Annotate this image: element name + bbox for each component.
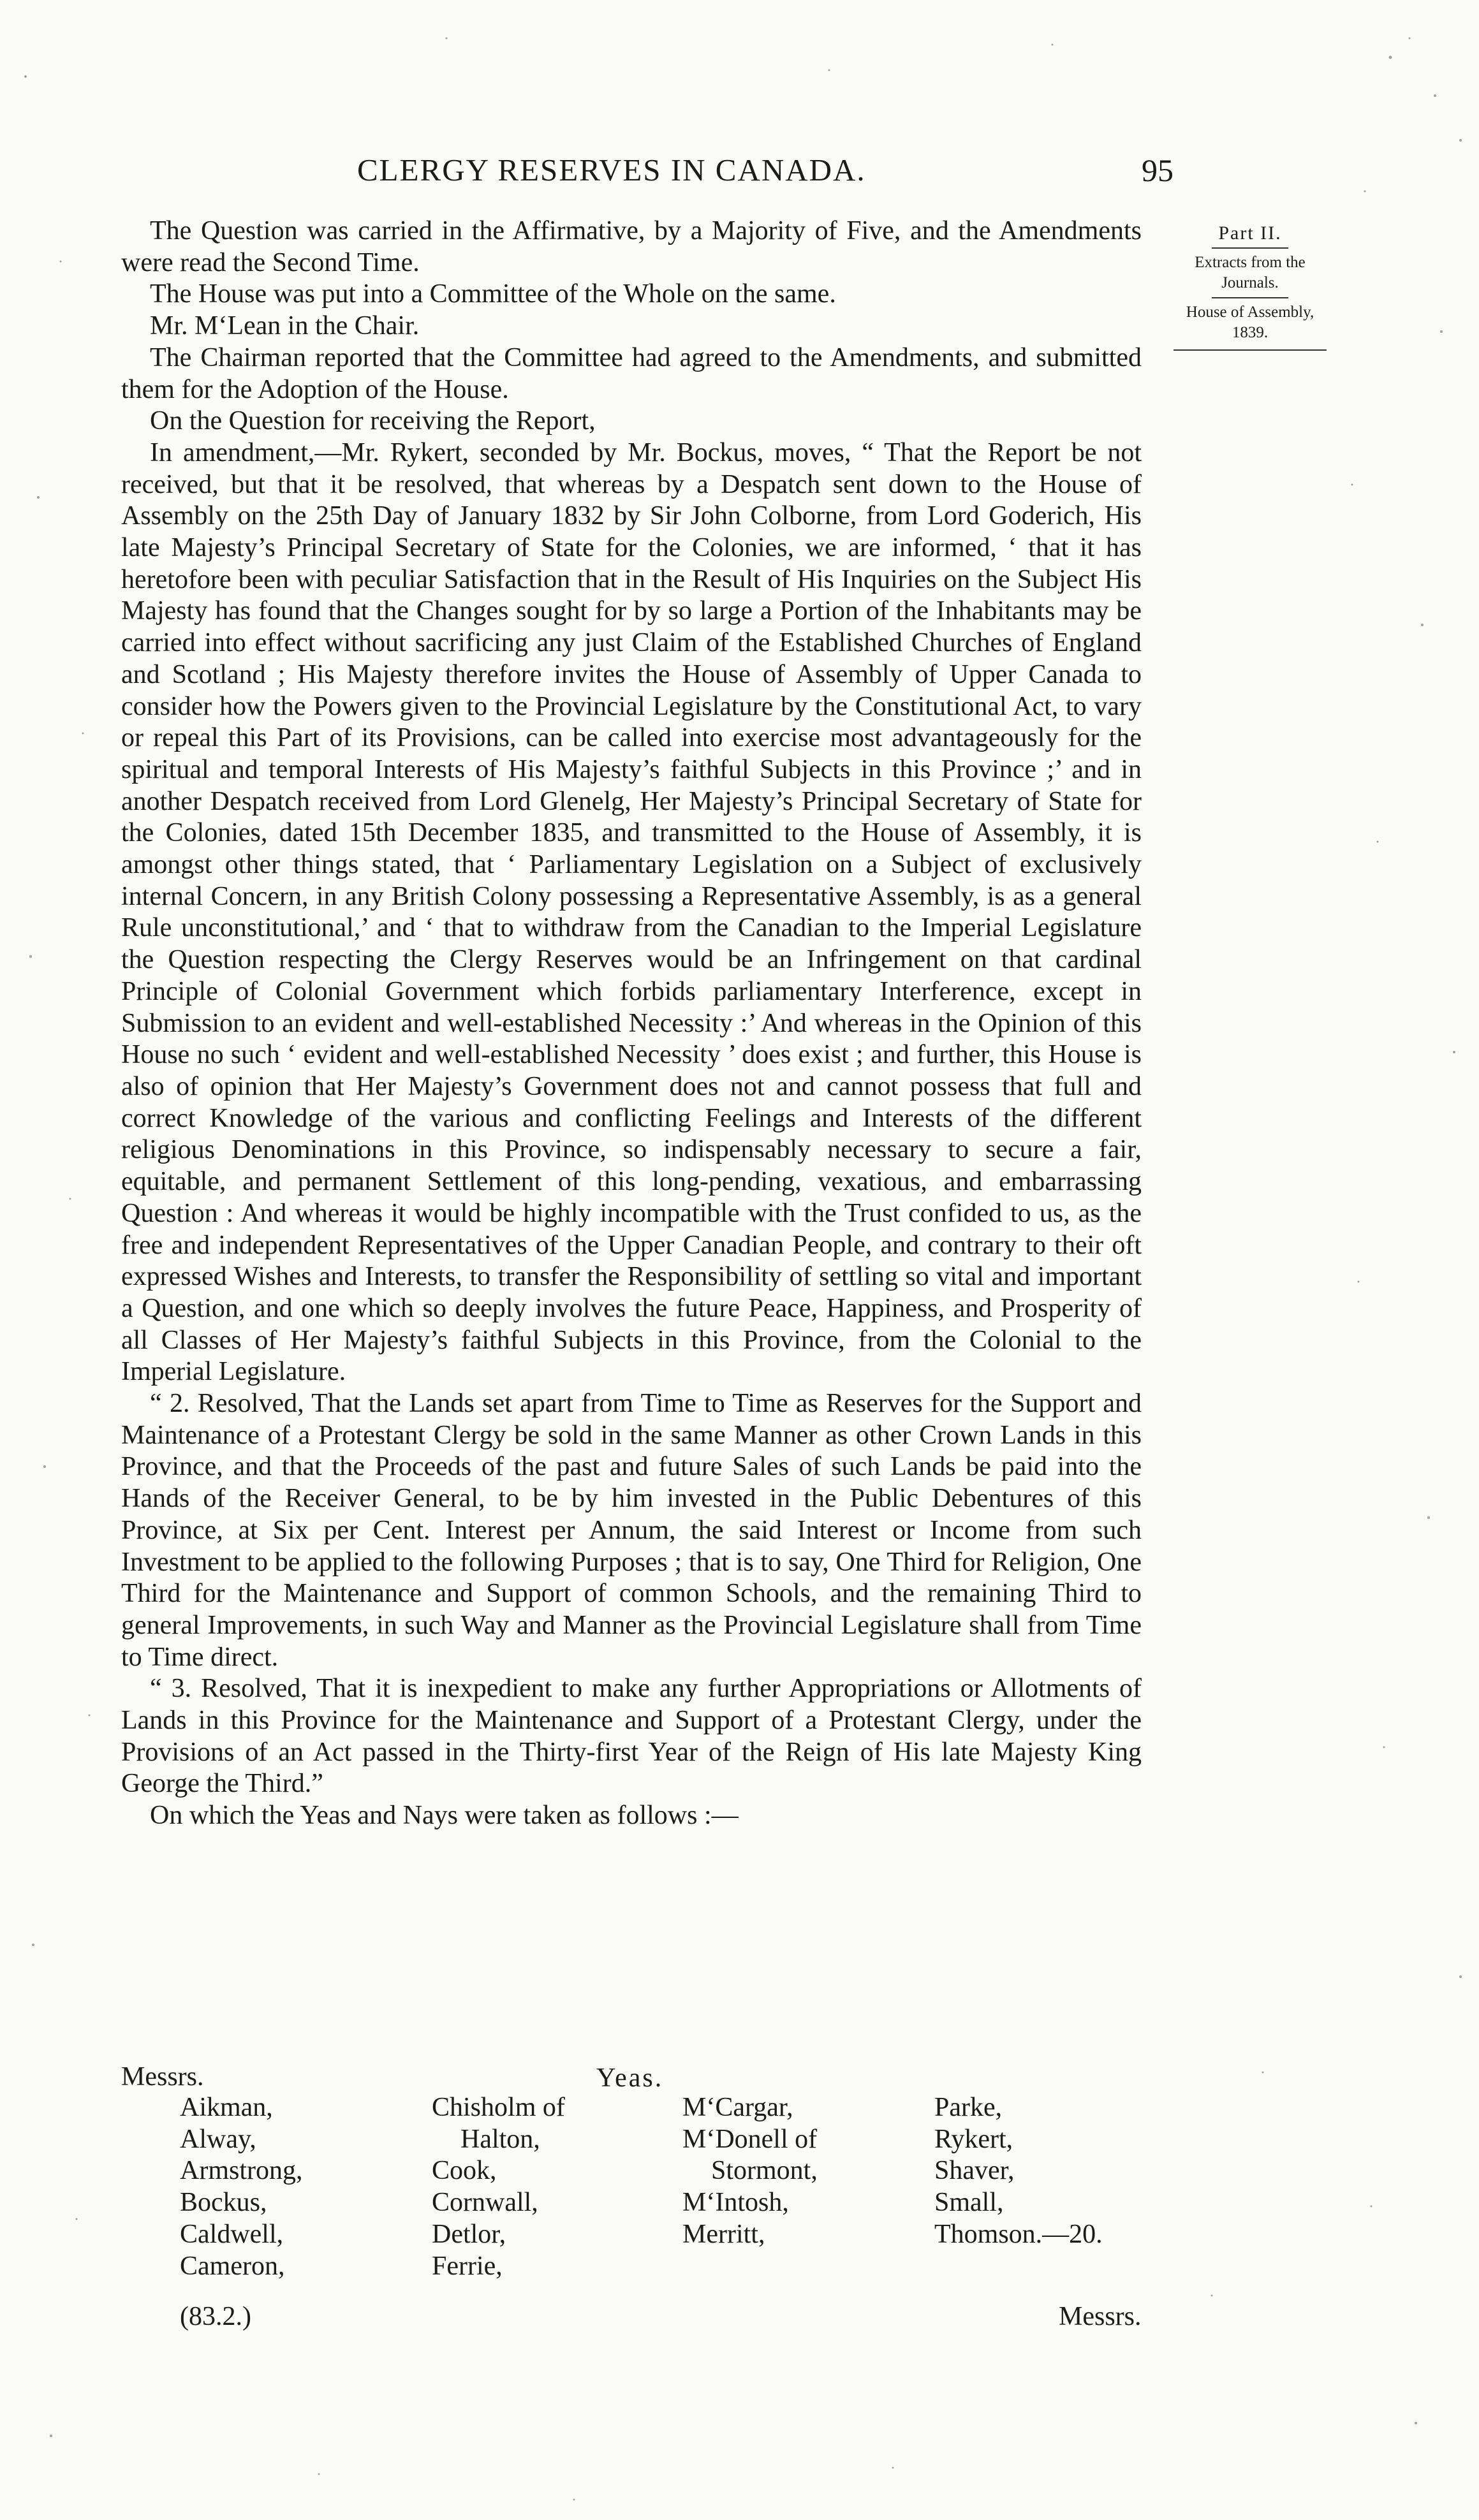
- signature-mark: (83.2.): [180, 2302, 251, 2331]
- member-name: M‘Cargar,: [682, 2093, 793, 2122]
- member-name: Caldwell,: [180, 2219, 284, 2249]
- member-name: Aikman,: [180, 2093, 273, 2122]
- margin-part: Part II.: [1218, 223, 1282, 244]
- margin-year: 1839.: [1232, 324, 1269, 341]
- member-name: M‘Donell of: [682, 2124, 818, 2154]
- yeas-column-1: [180, 2092, 303, 2282]
- yeas-column-2: [432, 2092, 565, 2282]
- yeas-column-3: [682, 2092, 818, 2251]
- body-text: [121, 216, 1142, 1832]
- paragraph-committee: The House was put into a Committee of the Whole on the same.: [150, 279, 836, 309]
- paragraph-resolution-3: “ 3. Resolved, That it is inexpedient to make any further Appropriations or Allotments of Lands in this Province for the Maintenance and Support of a Protestant Clergy, under the Provisions of an Act passed in the Thirty-first Year of the Reign of His late Majesty King George the Third.”: [121, 1674, 1142, 1799]
- page-title: CLERGY RESERVES IN CANADA.: [357, 152, 866, 187]
- member-name: M‘Intosh,: [682, 2188, 789, 2218]
- member-name: Thomson.—20.: [934, 2219, 1103, 2249]
- member-name: Parke,: [934, 2093, 1003, 2122]
- member-name: Halton,: [460, 2124, 540, 2154]
- member-name: Shaver,: [934, 2156, 1015, 2186]
- running-header: [357, 152, 1174, 196]
- member-name: Rykert,: [934, 2124, 1013, 2154]
- member-name: Small,: [934, 2188, 1004, 2218]
- member-name: Ferrie,: [432, 2251, 503, 2281]
- member-name: Cook,: [432, 2156, 497, 2186]
- catchword: Messrs.: [1059, 2302, 1142, 2331]
- margin-extracts: Extracts from the Journals.: [1195, 254, 1306, 291]
- member-name: Alway,: [180, 2124, 256, 2154]
- member-name: Cornwall,: [432, 2188, 538, 2218]
- paragraph-chairman-report: The Chairman reported that the Committee had agreed to the Amendments, and submitted them for the Adoption of the House.: [121, 342, 1142, 404]
- margin-rule: [1174, 349, 1327, 351]
- margin-notes: [1174, 223, 1327, 357]
- paragraph-resolution-2: “ 2. Resolved, That the Lands set apart from Time to Time as Reserves for the Support and Maintenance of a Protestant Clergy be sold in the same Manner as other Crown Lands in this Province, and that the Proceeds of the past and future Sales of such Lands be paid into the Hands of the Receiver General, to be by him invested in the Public Debentures of this Province, at Six per Cent. Interest per Annum, the said Interest or Income from such Investment to be applied to the following Purposes ; that is to say, One Third for Religion, One Third for the Maintenance and Support of common Schools, and the remaining Third to general Improvements, in such Way and Manner as the Provincial Legislature shall from Time to Time direct.: [121, 1389, 1142, 1672]
- member-name: Stormont,: [711, 2156, 818, 2186]
- member-name: Merritt,: [682, 2219, 765, 2249]
- member-name: Armstrong,: [180, 2156, 303, 2186]
- member-name: Detlor,: [432, 2219, 506, 2249]
- paragraph-amendment: In amendment,—Mr. Rykert, seconded by Mr. Bockus, moves, “ That the Report be not received, but that it be resolved, that whereas by a Despatch sent down to the House of Assembly on the 25th Day of January 1832 by Sir John Colborne, from Lord Goderich, His late Majesty’s Principal Secretary of State for the Colonies, we are informed, ‘ that it has heretofore been with peculiar Satisfaction that in the Result of His Inquiries on the Subject His Majesty has found that the Changes sought for by so large a Portion of the Inhabitants may be carried into effect without sacrificing any just Claim of the Established Churches of England and Scotland ; His Majesty therefore invites the House of Assembly of Upper Canada to consider how the Powers given to the Provincial Legislature by the Constitutional Act, to vary or repeal this Part of its Provisions, can be called into exercise most advantageously for the spiritual and temporal Interests of His Majesty’s faithful Subjects in this Province ;’ and in another Despatch received from Lord Glenelg, Her Majesty’s Principal Secretary of State for the Colonies, dated 15th December 1835, and transmitted to the House of Assembly, it is amongst other things stated, that ‘ Parliamentary Legislation on a Subject of exclusively internal Concern, in any British Colony possessing a Representative Assembly, is as a general Rule unconstitutional,’ and ‘ that to withdraw from the Canadian to the Imperial Legislature the Question respecting the Clergy Reserves would be an Infringement on that cardinal Principle of Colonial Government which forbids parliamentary Interference, except in Submission to an evident and well-established Necessity :’ And whereas in the Opinion of this House no such ‘ evident and well-established Necessity ’ does exist ; and further, this House is also of opinion that Her Majesty’s Government does not and cannot possess that full and correct Knowledge of the various and conflicting Feelings and Interests of the different religious Denominations in this Province, so indispensably necessary to secure a fair, equitable, and permanent Settlement of this long-pending, vexatious, and embarrassing Question : And whereas it would be highly incompatible with the Trust confided to us, as the free and independent Representatives of the Upper Canadian People, and contrary to their oft expressed Wishes and Interests, to transfer the Responsibility of settling so vital and important a Question, and one which so deeply involves the future Peace, Happiness, and Prosperity of all Classes of Her Majesty’s faithful Subjects in this Province, from the Colonial to the Imperial Legislature.: [121, 437, 1142, 1387]
- page-number: 95: [1142, 152, 1174, 188]
- margin-house: House of Assembly,: [1186, 304, 1314, 321]
- paragraph-question-carried: The Question was carried in the Affirmative, by a Majority of Five, and the Amendments were read the Second Time.: [121, 216, 1142, 277]
- paragraph-chair: Mr. M‘Lean in the Chair.: [150, 311, 420, 341]
- yeas-heading: Yeas.: [596, 2063, 664, 2093]
- margin-rule: [1212, 247, 1288, 249]
- member-name: Cameron,: [180, 2251, 285, 2281]
- paragraph-question-report: On the Question for receiving the Report,: [150, 406, 596, 436]
- margin-rule: [1212, 297, 1288, 298]
- paragraph-yeas-nays: On which the Yeas and Nays were taken as follows :—: [150, 1801, 739, 1831]
- messrs-label: Messrs.: [121, 2062, 204, 2091]
- member-name: Bockus,: [180, 2188, 267, 2218]
- yeas-column-4: [934, 2092, 1103, 2251]
- member-name: Chisholm of: [432, 2093, 565, 2122]
